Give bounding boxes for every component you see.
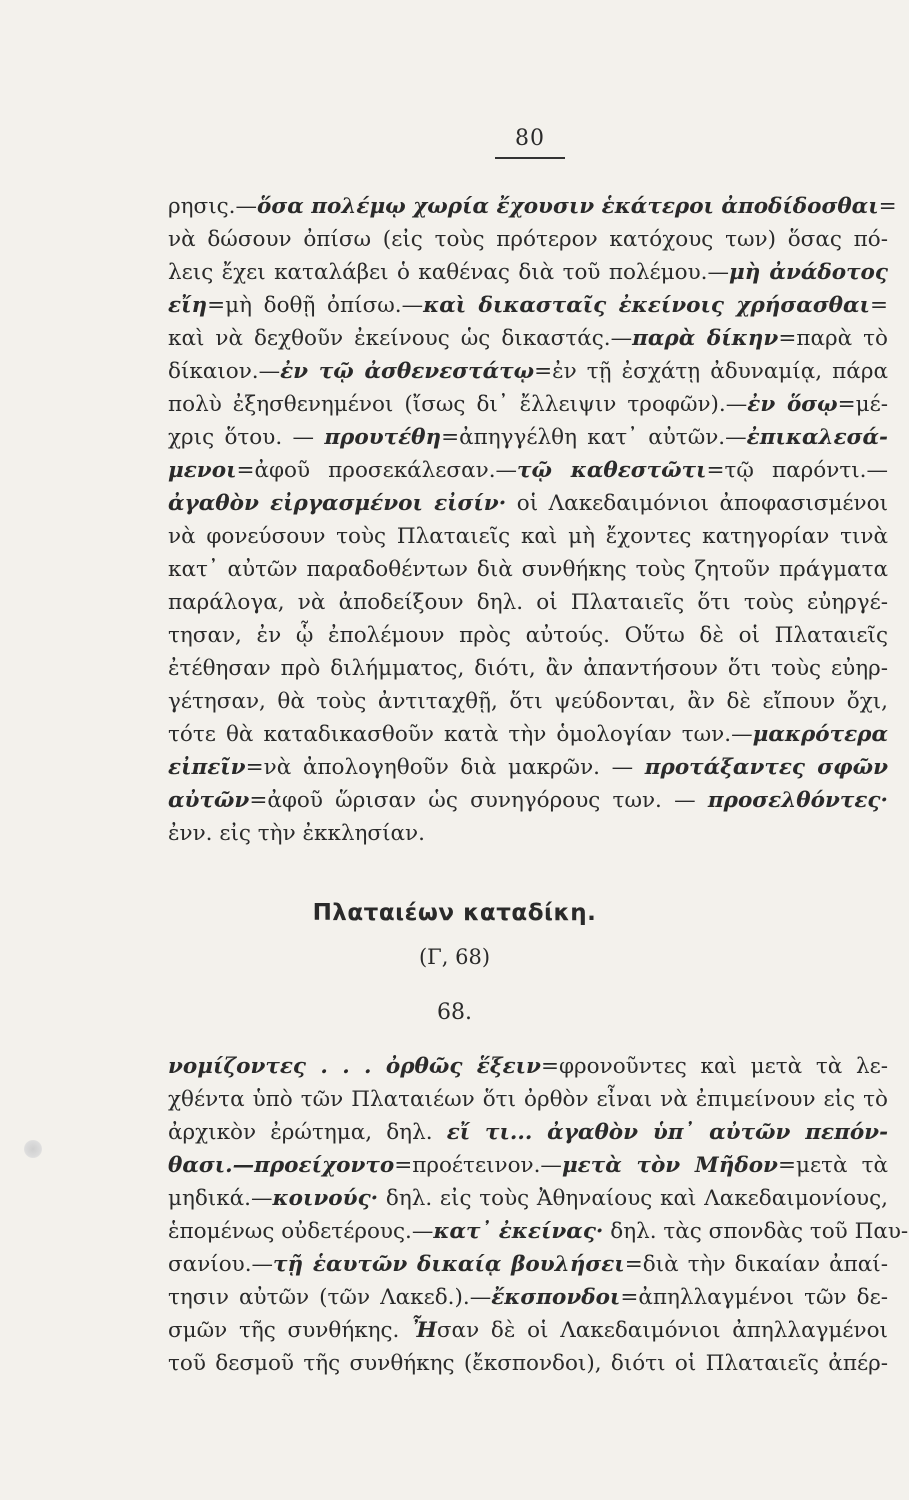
binding-hole-mark: [24, 1140, 42, 1158]
gloss-text: =ἐν τῇ ἐσχάτῃ ἀδυναμίᾳ, πάρα: [534, 359, 888, 384]
text-line: [168, 553, 888, 586]
gloss-text: χθέντα ὑπὸ τῶν Πλαταιέων ὅτι ὀρθὸν εἶναι νὰ ἐπιμείνουν εἰς τὸ: [168, 1087, 888, 1112]
lemma-term: εἰπεῖν: [168, 755, 246, 780]
lemma-term: ἐπικαλεσά-: [746, 425, 888, 450]
text-line: [168, 718, 888, 751]
lemma-term: εἴ τι... ἀγαθὸν ὑπ᾽ αὐτῶν πεπόν-: [446, 1120, 888, 1145]
gloss-text: =ἀφοῦ ὥρισαν ὡς συνηγόρους των. —: [249, 788, 708, 813]
text-line: [168, 784, 888, 817]
gloss-text: =νὰ ἀπολογηθοῦν διὰ μακρῶν. —: [245, 755, 645, 780]
gloss-text: =ἀπηγγέλθη κατ᾽ αὐτῶν.—: [441, 425, 747, 450]
text-line: [168, 256, 888, 289]
text-line: [168, 355, 888, 388]
text-line: [168, 1314, 888, 1347]
text-line: [168, 1347, 888, 1380]
gloss-text: λεις ἔχει καταλάβει ὁ καθένας διὰ τοῦ πολέμου.—: [168, 260, 730, 285]
text-line: [168, 421, 888, 454]
text-line: [168, 1182, 888, 1215]
lemma-term: μακρότερα: [752, 722, 888, 747]
text-line: [168, 322, 888, 355]
section-reference: (Γ, 68): [418, 945, 491, 969]
text-line: [168, 388, 888, 421]
gloss-text: τησιν αὐτῶν (τῶν Λακεδ.).—: [168, 1285, 492, 1310]
gloss-text: =μετὰ τὰ: [777, 1153, 888, 1178]
gloss-text: τότε θὰ καταδικασθοῦν κατὰ τὴν ὁμολογίαν των.—: [168, 722, 753, 747]
text-line: [168, 487, 888, 520]
lemma-term: ἀγαθὸν εἰργασμένοι εἰσίν·: [168, 491, 507, 516]
lemma-term: εἴη: [168, 293, 208, 318]
gloss-text: =προέτεινον.—: [394, 1153, 562, 1178]
lemma-term: μενοι: [168, 458, 237, 483]
text-line: [168, 289, 888, 322]
lemma-term: ἐν τῷ ἀσθενεστάτῳ: [280, 359, 535, 384]
lemma-term: προτάξαντες σφῶν: [644, 755, 888, 780]
text-line: [168, 1248, 888, 1281]
gloss-text: =μέ-: [837, 392, 888, 417]
text-line: [168, 1281, 888, 1314]
gloss-text: πολὺ ἐξησθενημένοι (ἴσως δι᾽ ἔλλειψιν τροφῶν).—: [168, 392, 748, 417]
lemma-term: προυτέθη: [324, 425, 442, 450]
lemma-term: καὶ δικασταῖς ἐκείνοις χρήσασθαι: [423, 293, 870, 318]
gloss-text: νὰ δώσουν ὀπίσω (εἰς τοὺς πρότερον κατόχους των) ὅσας πό-: [168, 227, 888, 252]
gloss-text: =ἀπηλλαγμένοι τῶν δε-: [620, 1285, 888, 1310]
text-line: [168, 1116, 888, 1149]
text-line: [168, 520, 888, 553]
gloss-text: ἐτέθησαν πρὸ διλήμματος, διότι, ἂν ἀπαντήσουν ὅτι τοὺς εὐηρ-: [168, 656, 888, 681]
chapter-number: 68.: [437, 1000, 472, 1025]
gloss-text: χρις ὅτου. —: [168, 425, 325, 450]
gloss-text: τησαν, ἐν ᾧ ἐπολέμουν πρὸς αὐτούς. Οὕτω δὲ οἱ Πλαταιεῖς: [168, 623, 888, 648]
gloss-text: =μὴ δοθῇ ὀπίσω.—: [207, 293, 424, 318]
commentary-block-1: [168, 190, 897, 850]
gloss-text: δηλ. τὰς σπονδὰς τοῦ Παυ-: [603, 1219, 909, 1244]
gloss-text: =: [878, 194, 897, 219]
text-line: [168, 817, 888, 850]
lemma-term: ὅσα πολέμῳ χωρία ἔχουσιν ἑκάτεροι ἀποδίδοσθαι: [257, 194, 879, 219]
lemma-term: παρὰ δίκην: [632, 326, 779, 351]
gloss-text: δηλ. εἰς τοὺς Ἀθηναίους καὶ Λακεδαιμονίους,: [378, 1186, 888, 1211]
gloss-text: νὰ φονεύσουν τοὺς Πλαταιεῖς καὶ μὴ ἔχοντες κατηγορίαν τινὰ: [168, 524, 888, 549]
gloss-text: καὶ νὰ δεχθοῦν ἐκείνους ὡς δικαστάς.—: [168, 326, 633, 351]
text-line: [168, 190, 897, 223]
gloss-text: τοῦ δεσμοῦ τῆς συνθήκης (ἔκσπονδοι), διότι οἱ Πλαταιεῖς ἀπέρ-: [168, 1351, 888, 1376]
gloss-text: =φρονοῦντες καὶ μετὰ τὰ λε-: [540, 1054, 888, 1079]
section-title: Πλαταιέων καταδίκη.: [312, 900, 597, 926]
gloss-text: ἐνν. εἰς τὴν ἐκκλησίαν.: [168, 821, 425, 846]
gloss-text: =παρὰ τὸ: [778, 326, 888, 351]
lemma-term: νομίζοντες . . . ὀρθῶς ἕξειν: [168, 1054, 541, 1079]
gloss-text: γέτησαν, θὰ τοὺς ἀντιταχθῇ, ὅτι ψεύδονται, ἂν δὲ εἴπουν ὄχι,: [168, 689, 888, 714]
lemma-term: ἐν ὅσῳ: [747, 392, 838, 417]
text-line: [168, 454, 888, 487]
lemma-term: κατ᾽ ἐκείνας·: [433, 1219, 604, 1244]
text-line: [168, 619, 888, 652]
lemma-term: μετὰ τὸν Μῆδον: [561, 1153, 778, 1178]
text-line: [168, 223, 888, 256]
lemma-term: μὴ ἀνάδοτος: [729, 260, 888, 285]
lemma-term: τῇ ἑαυτῶν δικαίᾳ βουλήσει: [273, 1252, 625, 1277]
text-line: [168, 586, 888, 619]
commentary-block-2: [168, 1050, 909, 1380]
text-line: [168, 1083, 888, 1116]
gloss-text: οἱ Λακεδαιμόνιοι ἀποφασισμένοι: [506, 491, 888, 516]
lemma-term: κοινούς·: [272, 1186, 379, 1211]
text-line: [168, 1149, 888, 1182]
gloss-text: ρησις.—: [168, 194, 258, 219]
gloss-text: σμῶν τῆς συνθήκης.: [168, 1318, 412, 1343]
gloss-text: σαν δὲ οἱ Λακεδαιμόνιοι ἀπηλλαγμένοι: [436, 1318, 888, 1343]
gloss-text: κατ᾽ αὐτῶν παραδοθέντων διὰ συνθήκης τοὺς ζητοῦν πράγματα: [168, 557, 888, 582]
gloss-text: =: [869, 293, 888, 318]
lemma-term: θασι.—προείχοντο: [168, 1153, 395, 1178]
gloss-text: ἀρχικὸν ἐρώτημα, δηλ.: [168, 1120, 447, 1145]
text-line: [168, 652, 888, 685]
gloss-text: =τῷ παρόντι.—: [706, 458, 888, 483]
gloss-text: μηδικά.—: [168, 1186, 273, 1211]
gloss-text: ἑπομένως οὐδετέρους.—: [168, 1219, 434, 1244]
gloss-text: σανίου.—: [168, 1252, 274, 1277]
text-line: [168, 1215, 909, 1248]
gloss-text: =διὰ τὴν δικαίαν ἀπαί-: [624, 1252, 888, 1277]
lemma-term: αὐτῶν: [168, 788, 250, 813]
text-line: [168, 751, 888, 784]
gloss-text: =ἀφοῦ προσεκάλεσαν.—: [236, 458, 518, 483]
page-number: 80: [495, 126, 565, 159]
lemma-term: ἔκσπονδοι: [491, 1285, 621, 1310]
text-line: [168, 1050, 888, 1083]
lemma-term: Ἦ: [411, 1318, 437, 1343]
gloss-text: παράλογα, νὰ ἀποδείξουν δηλ. οἱ Πλαταιεῖς ὅτι τοὺς εὐηργέ-: [168, 590, 888, 615]
lemma-term: τῷ καθεστῶτι: [517, 458, 707, 483]
gloss-text: δίκαιον.—: [168, 359, 281, 384]
text-line: [168, 685, 888, 718]
lemma-term: προσελθόντες·: [707, 788, 888, 813]
